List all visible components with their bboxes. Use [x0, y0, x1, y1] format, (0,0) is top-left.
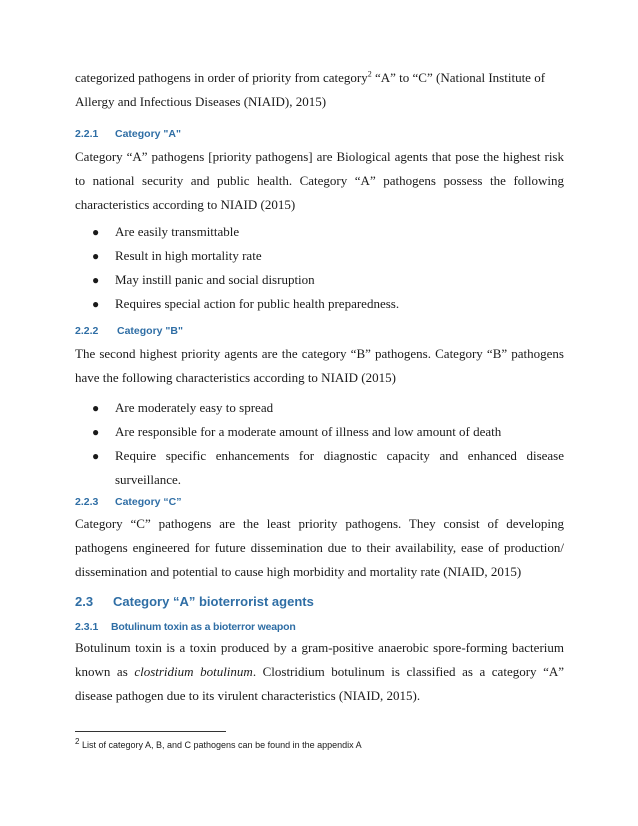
list-item-text: Are responsible for a moderate amount of illness and low amount of death: [115, 424, 502, 439]
category-b-list: [92, 396, 564, 492]
category-c-paragraph: Category “C” pathogens are the least priority pathogens. They consist of developing pathogens engineered for future dissemination due to their availability, ease of production/ dissemination and potential to cause high morbidity and mortality rate (NIAID, 2015): [75, 516, 564, 579]
list-item-text: Are moderately easy to spread: [115, 400, 274, 415]
species-name: clostridium botulinum: [134, 664, 253, 679]
list-item: [92, 420, 564, 444]
category-a-list: [92, 220, 564, 316]
footnote-separator: [75, 731, 226, 732]
bullet-icon: ●: [92, 225, 100, 239]
list-item: [92, 220, 564, 244]
footnote-ref[interactable]: 2: [367, 69, 372, 79]
heading-number: 2.2.3: [75, 496, 99, 508]
list-item-text: Require specific enhancements for diagnostic capacity and enhanced disease surveillance.: [115, 448, 564, 487]
heading-title: Botulinum toxin as a bioterror weapon: [111, 621, 296, 633]
bullet-icon: ●: [92, 249, 100, 263]
category-a-paragraph: Category “A” pathogens [priority pathogens] are Biological agents that pose the highest risk to national security and public health. Category “A” pathogens possess the following characteristics according to NIAID (2015): [75, 149, 564, 212]
heading-number: 2.3.1: [75, 621, 99, 633]
heading-2-2-2: [75, 325, 183, 337]
list-item-text: May instill panic and social disruption: [115, 272, 315, 287]
botulinum-paragraph: [75, 636, 564, 708]
intro-line1-text: categorized pathogens in order of priority from category: [75, 70, 368, 85]
heading-number: 2.2.1: [75, 128, 99, 140]
intro-line1-rest: “A” to “C” (National Institute of: [371, 70, 546, 85]
intro-paragraph: [75, 66, 564, 114]
list-item: [92, 444, 564, 492]
heading-title: Category "B": [117, 325, 183, 337]
bullet-icon: ●: [92, 297, 100, 311]
intro-line2-text: Allergy and Infectious Diseases (NIAID), 2015): [75, 94, 327, 109]
bullet-icon: ●: [92, 425, 100, 439]
heading-title: Category “A” bioterrorist agents: [113, 594, 314, 609]
heading-title: Category “C”: [115, 496, 182, 508]
heading-number: 2.3: [75, 594, 94, 609]
bullet-icon: ●: [92, 449, 100, 463]
list-item-text: Are easily transmittable: [115, 224, 240, 239]
list-item: [92, 268, 564, 292]
footnote: [75, 737, 362, 750]
list-item-text: Result in high mortality rate: [115, 248, 262, 263]
list-item: [92, 396, 564, 420]
heading-2-2-3: [75, 496, 182, 508]
list-item: [92, 292, 564, 316]
heading-number: 2.2.2: [75, 325, 99, 337]
heading-2-2-1: [75, 128, 181, 140]
heading-title: Category "A": [115, 128, 181, 140]
footnote-number: 2: [75, 737, 80, 746]
heading-2-3-1: [75, 621, 296, 633]
category-b-paragraph: The second highest priority agents are the category “B” pathogens. Category “B” pathogens have the following characteristics according to NIAID (2015): [75, 346, 564, 385]
list-item: [92, 244, 564, 268]
paragraph-text: Botulinum toxin is a toxin produced by a gram-positive anaerobic spore-forming bacterium known as: [75, 640, 564, 679]
bullet-icon: ●: [92, 273, 100, 287]
paragraph-text-rest: . Clostridium botulinum is classified as a category “A” disease pathogen due to its virulent characteristics (NIAID, 2015).: [75, 664, 565, 703]
footnote-text: List of category A, B, and C pathogens can be found in the appendix A: [79, 740, 362, 750]
list-item-text: Requires special action for public health preparedness.: [115, 296, 400, 311]
bullet-icon: ●: [92, 401, 100, 415]
heading-2-3: [75, 594, 314, 609]
